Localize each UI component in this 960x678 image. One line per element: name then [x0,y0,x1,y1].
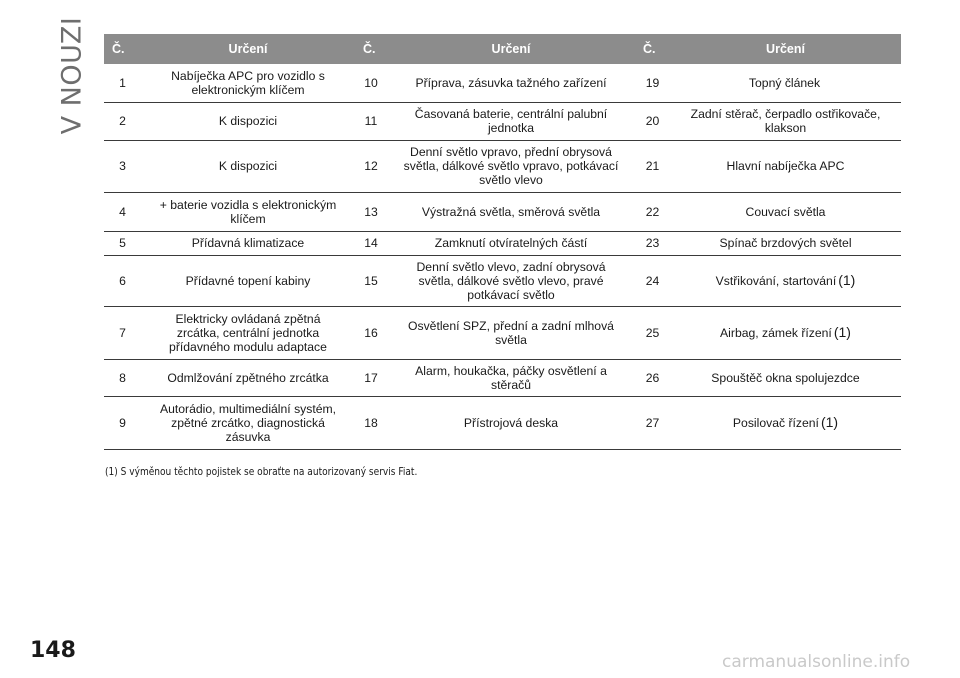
fuse-purpose: Osvětlení SPZ, přední a zadní mlhová světla [387,306,635,359]
fuse-number: 24 [635,255,670,306]
fuse-purpose: Airbag, zámek řízení (1) [670,306,901,359]
fuse-number: 1 [104,64,141,102]
fuse-number: 4 [104,192,141,231]
fuse-purpose: Hlavní nabíječka APC [670,140,901,192]
fuse-purpose: Vstřikování, startování (1) [670,255,901,306]
fuse-purpose: Zamknutí otvíratelných částí [387,231,635,255]
header-purpose-3: Určení [670,34,901,64]
table-row [104,359,901,396]
fuse-purpose: K dispozici [141,102,355,140]
fuse-purpose: Přídavné topení kabiny [141,255,355,306]
fuse-number: 12 [355,140,387,192]
fuse-number: 9 [104,396,141,449]
fuse-purpose: Spouštěč okna spolujezdce [670,359,901,396]
fuse-number: 10 [355,64,387,102]
table-row [104,231,901,255]
table-row [104,64,901,102]
fuse-number: 22 [635,192,670,231]
header-purpose-1: Určení [141,34,355,64]
fuse-number: 23 [635,231,670,255]
fuse-table [104,34,901,450]
fuse-purpose: Alarm, houkačka, páčky osvětlení a stěračů [387,359,635,396]
fuse-purpose: Autorádio, multimediální systém, zpětné zrcátko, diagnostická zásuvka [141,396,355,449]
fuse-purpose: Výstražná světla, směrová světla [387,192,635,231]
header-number-3: Č. [635,34,670,64]
fuse-number: 20 [635,102,670,140]
fuse-number: 25 [635,306,670,359]
section-side-title [52,16,92,135]
fuse-purpose: Odmlžování zpětného zrcátka [141,359,355,396]
fuse-number: 18 [355,396,387,449]
fuse-number: 27 [635,396,670,449]
fuse-purpose: Časovaná baterie, centrální palubní jednotka [387,102,635,140]
fuse-purpose: K dispozici [141,140,355,192]
fuse-purpose: Přístrojová deska [387,396,635,449]
fuse-number: 21 [635,140,670,192]
fuse-number: 2 [104,102,141,140]
fuse-number: 5 [104,231,141,255]
fuse-number: 14 [355,231,387,255]
table-row [104,255,901,306]
table-row [104,306,901,359]
page-number: 148 [30,638,76,663]
watermark-text: carmanualsonline.info [722,652,911,672]
fuse-number: 3 [104,140,141,192]
section-title-text: V NOUZI [56,16,88,135]
footnote-marker: (1) [838,272,856,288]
fuse-purpose: Denní světlo vpravo, přední obrysová světla, dálkové světlo vpravo, potkávací světlo vlevo [387,140,635,192]
fuse-purpose: + baterie vozidla s elektronickým klíčem [141,192,355,231]
fuse-purpose: Elektricky ovládaná zpětná zrcátka, centrální jednotka přídavného modulu adaptace [141,306,355,359]
fuse-number: 19 [635,64,670,102]
table-row [104,192,901,231]
fuse-purpose: Denní světlo vlevo, zadní obrysová světla, dálkové světlo vlevo, pravé potkávací světlo [387,255,635,306]
footnote-marker: (1) [820,414,839,430]
fuse-number: 13 [355,192,387,231]
fuse-purpose: Zadní stěrač, čerpadlo ostřikovače, klakson [670,102,901,140]
header-purpose-2: Určení [387,34,635,64]
fuse-purpose: Topný článek [670,64,901,102]
table-footnote: (1) S výměnou těchto pojistek se obraťte na autorizovaný servis Fiat. [105,466,418,478]
table-row [104,140,901,192]
header-number-1: Č. [104,34,141,64]
header-number-2: Č. [355,34,387,64]
table-row [104,102,901,140]
fuse-number: 26 [635,359,670,396]
fuse-purpose: Přídavná klimatizace [141,231,355,255]
fuse-number: 7 [104,306,141,359]
fuse-purpose: Couvací světla [670,192,901,231]
table-row [104,396,901,449]
fuse-number: 17 [355,359,387,396]
fuse-purpose: Nabíječka APC pro vozidlo s elektronickým klíčem [141,64,355,102]
fuse-purpose: Spínač brzdových světel [670,231,901,255]
fuse-purpose: Posilovač řízení (1) [670,396,901,449]
fuse-number: 6 [104,255,141,306]
fuse-number: 16 [355,306,387,359]
fuse-number: 15 [355,255,387,306]
table-header-row [104,34,901,64]
fuse-purpose: Příprava, zásuvka tažného zařízení [387,64,635,102]
fuse-number: 8 [104,359,141,396]
fuse-number: 11 [355,102,387,140]
footnote-marker: (1) [833,324,851,340]
